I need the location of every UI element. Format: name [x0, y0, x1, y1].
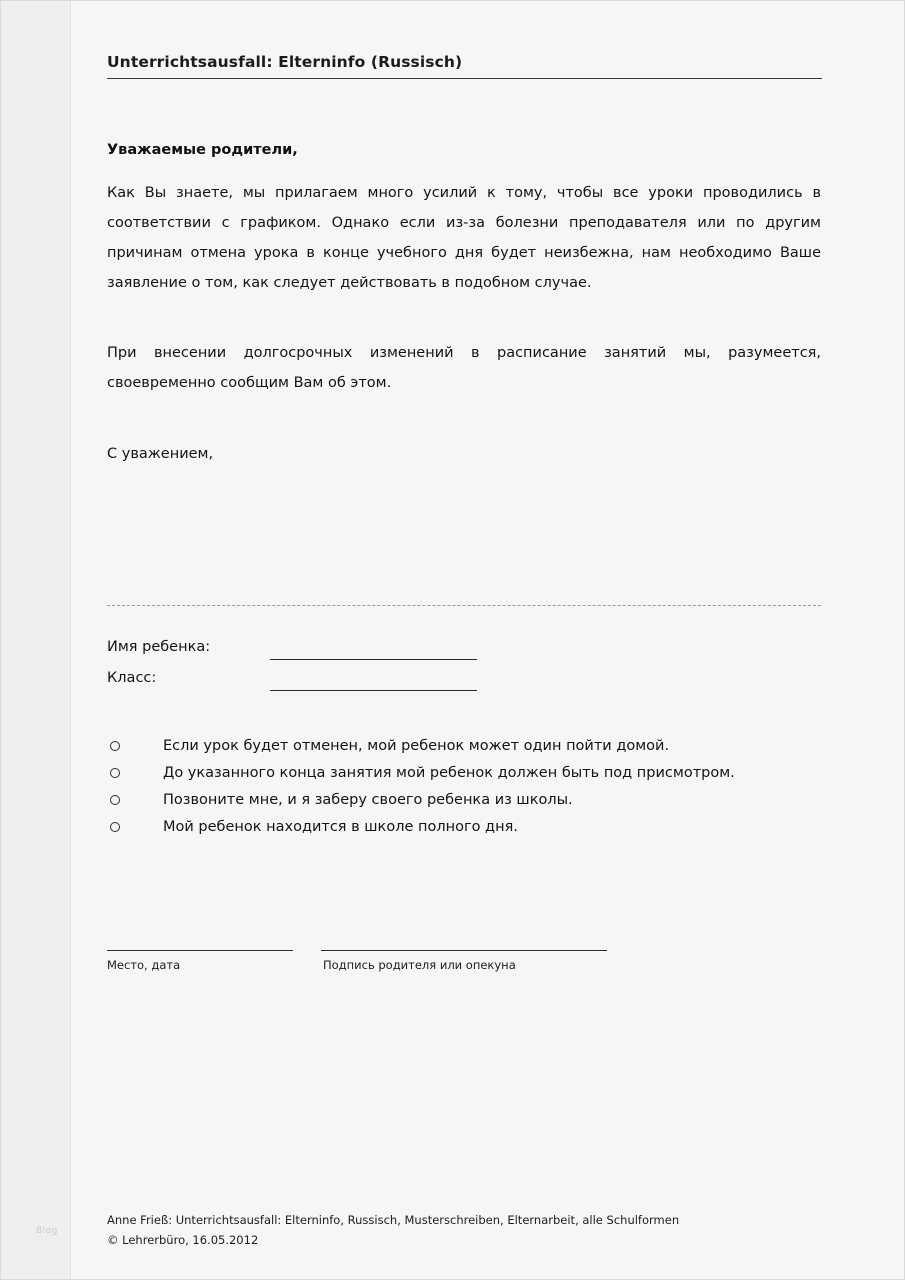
section-divider: [107, 605, 821, 606]
options-list: [107, 733, 821, 841]
body-paragraph-1: Как Вы знаете, мы прилагаем много усилий к тому, чтобы все уроки проводились в соответствии с графиком. Однако если из-за болезни преподавателя или по другим причинам отмена урока в конце учебного дня будет неизбежна, нам необходимо Ваше заявление о том, как следует действовать в подобном случае.: [107, 185, 821, 291]
page-title: Unterrichtsausfall: Elterninfo (Russisch): [107, 53, 822, 79]
field-class-input[interactable]: [270, 690, 477, 691]
radio-icon[interactable]: [110, 795, 120, 805]
field-child-name-input[interactable]: [270, 659, 477, 660]
closing-text: С уважением,: [107, 446, 214, 462]
footer-copyright-line: © Lehrerbüro, 16.05.2012: [107, 1233, 259, 1247]
option-row-3[interactable]: [107, 787, 821, 814]
option-row-4[interactable]: [107, 814, 821, 841]
option-label-1: Если урок будет отменен, мой ребенок может один пойти домой.: [163, 738, 670, 754]
signature-caption: Подпись родителя или опекуна: [323, 958, 516, 972]
salutation-text: Уважаемые родители,: [107, 142, 298, 158]
radio-icon[interactable]: [110, 822, 120, 832]
radio-icon[interactable]: [110, 741, 120, 751]
watermark-label: Blog: [36, 1226, 58, 1236]
footer-source-line: Anne Frieß: Unterrichtsausfall: Elterninfo, Russisch, Musterschreiben, Elternarbeit, alle Schulformen: [107, 1213, 680, 1227]
signature-line[interactable]: [321, 950, 607, 951]
document-sheet: [70, 0, 905, 1280]
option-label-3: Позвоните мне, и я заберу своего ребенка из школы.: [163, 792, 573, 808]
field-class: [107, 670, 821, 696]
place-date-line[interactable]: [107, 950, 293, 951]
field-class-label: Класс:: [107, 670, 157, 686]
option-row-2[interactable]: [107, 760, 821, 787]
option-label-4: Мой ребенок находится в школе полного дня.: [163, 819, 518, 835]
option-row-1[interactable]: [107, 733, 821, 760]
field-child-name-label: Имя ребенка:: [107, 639, 211, 655]
option-label-2: До указанного конца занятия мой ребенок должен быть под присмотром.: [163, 765, 735, 781]
page-left-gutter: [0, 0, 70, 1280]
body-paragraph-2: При внесении долгосрочных изменений в расписание занятий мы, разумеется, своевременно сообщим Вам об этом.: [107, 345, 821, 391]
document-footer: [107, 1210, 821, 1250]
field-child-name: [107, 639, 821, 665]
place-date-caption: Место, дата: [107, 958, 181, 972]
radio-icon[interactable]: [110, 768, 120, 778]
